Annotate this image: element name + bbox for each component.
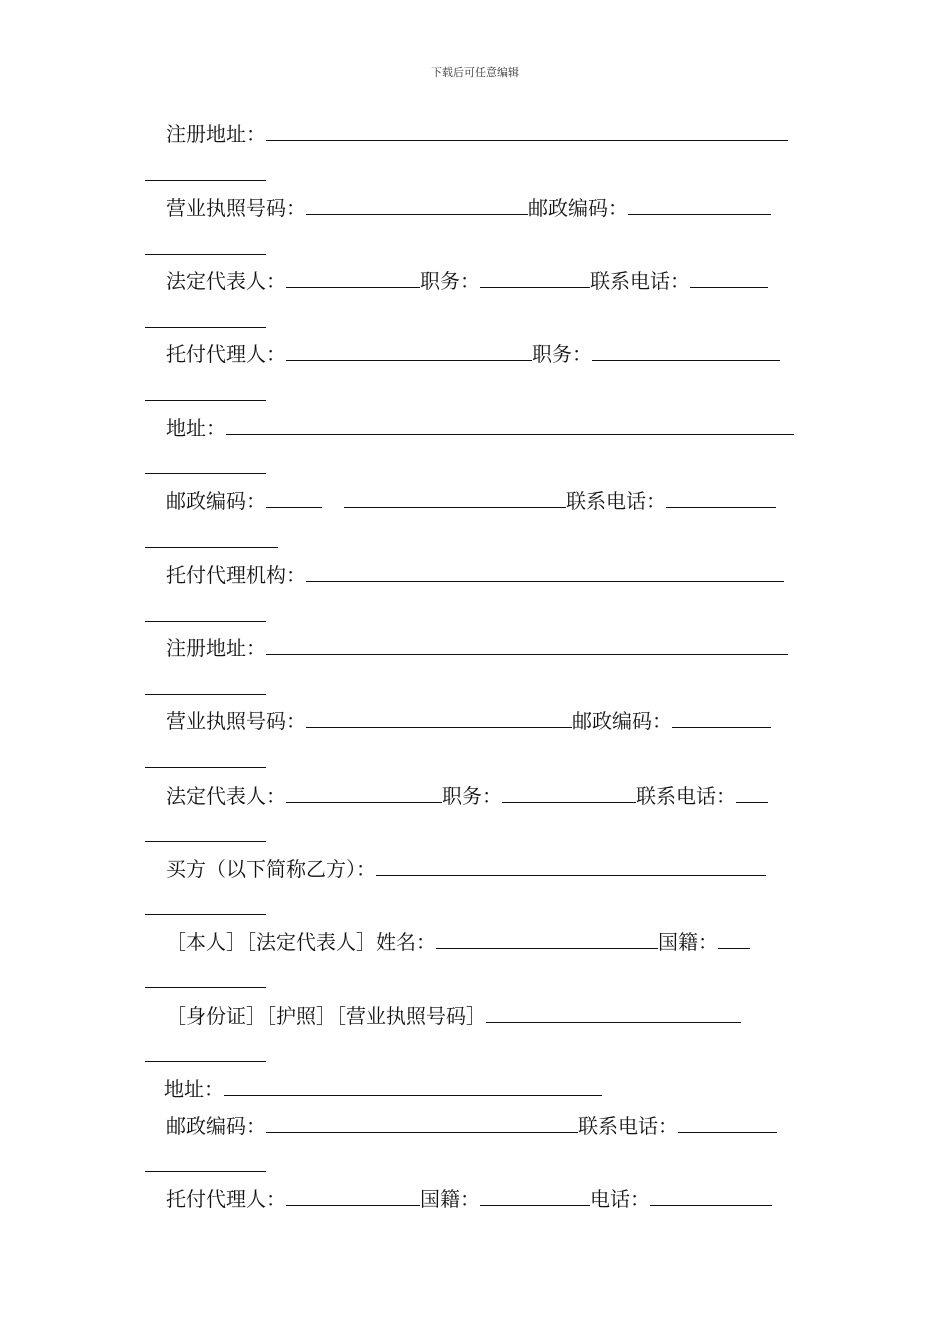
- agency-line: [166, 561, 784, 589]
- buyer-id-line: [166, 1002, 741, 1030]
- continuation-blank[interactable]: [145, 767, 266, 768]
- field-label: 联系电话：: [578, 1114, 678, 1138]
- seller-agency-registered-address-line: [166, 120, 788, 148]
- blank-field[interactable]: [266, 487, 322, 508]
- field-label: 联系电话：: [636, 784, 736, 808]
- field-label: 托付代理人：: [166, 342, 286, 366]
- buyer-line: [166, 855, 766, 883]
- field-label: ［本人］［法定代表人］姓名：: [166, 930, 436, 954]
- blank-field[interactable]: [286, 782, 442, 803]
- field-label: 联系电话：: [590, 269, 690, 293]
- blank-field[interactable]: [480, 1185, 590, 1206]
- field-label: 邮政编码：: [572, 709, 672, 733]
- continuation-blank[interactable]: [145, 547, 278, 548]
- field-label: 营业执照号码：: [166, 196, 306, 220]
- blank-field[interactable]: [266, 634, 788, 655]
- field-label: 邮政编码：: [528, 196, 628, 220]
- blank-field[interactable]: [736, 782, 768, 803]
- blank-field[interactable]: [306, 561, 784, 582]
- field-label: 地址：: [166, 416, 226, 440]
- page-header: 下载后可任意编辑: [431, 66, 519, 79]
- field-label: 法定代表人：: [166, 784, 286, 808]
- field-label: 职务：: [420, 269, 480, 293]
- blank-field[interactable]: [592, 340, 780, 361]
- buyer-name-nationality-line: [166, 928, 750, 956]
- blank-field[interactable]: [266, 1112, 578, 1133]
- buyer-postal-phone-line: [166, 1112, 777, 1140]
- blank-field[interactable]: [286, 1185, 420, 1206]
- buyer-agent-line: [166, 1185, 772, 1213]
- field-label: 邮政编码：: [166, 1114, 266, 1138]
- agency-business-license-line: [166, 707, 771, 735]
- blank-field[interactable]: [344, 487, 566, 508]
- blank-field[interactable]: [376, 855, 766, 876]
- blank-field[interactable]: [628, 194, 771, 215]
- buyer-address-line: [164, 1075, 602, 1103]
- blank-field[interactable]: [436, 928, 658, 949]
- blank-field[interactable]: [672, 707, 771, 728]
- blank-field[interactable]: [286, 267, 420, 288]
- blank-field[interactable]: [224, 1075, 602, 1096]
- blank-field[interactable]: [286, 340, 532, 361]
- blank-field[interactable]: [226, 414, 794, 435]
- field-label: 职务：: [442, 784, 502, 808]
- field-label: 法定代表人：: [166, 269, 286, 293]
- blank-field[interactable]: [718, 928, 750, 949]
- field-label: 托付代理人：: [166, 1187, 286, 1211]
- continuation-blank[interactable]: [145, 1171, 266, 1172]
- blank-field[interactable]: [666, 487, 776, 508]
- field-label: 国籍：: [658, 930, 718, 954]
- continuation-blank[interactable]: [145, 1061, 266, 1062]
- field-label: 托付代理机构：: [166, 563, 306, 587]
- legal-representative-line: [166, 267, 768, 295]
- address-line: [166, 414, 794, 442]
- blank-field[interactable]: [306, 194, 528, 215]
- continuation-blank[interactable]: [145, 473, 266, 474]
- blank-field[interactable]: [266, 120, 788, 141]
- field-label: 联系电话：: [566, 489, 666, 513]
- agency-legal-representative-line: [166, 782, 768, 810]
- blank-field[interactable]: [486, 1002, 741, 1023]
- field-label: 国籍：: [420, 1187, 480, 1211]
- agent-line: [166, 340, 780, 368]
- field-label: 地址：: [164, 1077, 224, 1101]
- postal-phone-line: [166, 487, 776, 515]
- continuation-blank[interactable]: [145, 987, 266, 988]
- field-label: 营业执照号码：: [166, 709, 306, 733]
- continuation-blank[interactable]: [145, 400, 266, 401]
- blank-field[interactable]: [306, 707, 572, 728]
- field-label: 电话：: [590, 1187, 650, 1211]
- blank-field[interactable]: [502, 782, 636, 803]
- continuation-blank[interactable]: [145, 694, 266, 695]
- continuation-blank[interactable]: [145, 254, 266, 255]
- continuation-blank[interactable]: [145, 841, 266, 842]
- continuation-blank[interactable]: [145, 621, 266, 622]
- blank-field[interactable]: [690, 267, 768, 288]
- field-label: 注册地址：: [166, 122, 266, 146]
- continuation-blank[interactable]: [145, 914, 266, 915]
- field-label: 买方（以下简称乙方）：: [166, 857, 376, 881]
- field-label: 职务：: [532, 342, 592, 366]
- business-license-line: [166, 194, 771, 222]
- continuation-blank[interactable]: [145, 180, 266, 181]
- blank-field[interactable]: [678, 1112, 777, 1133]
- field-label: 邮政编码：: [166, 489, 266, 513]
- field-label: ［身份证］［护照］［营业执照号码］: [166, 1004, 486, 1028]
- blank-field[interactable]: [650, 1185, 772, 1206]
- field-label: 注册地址：: [166, 636, 266, 660]
- continuation-blank[interactable]: [145, 327, 266, 328]
- blank-field[interactable]: [480, 267, 590, 288]
- agency-registered-address-line: [166, 634, 788, 662]
